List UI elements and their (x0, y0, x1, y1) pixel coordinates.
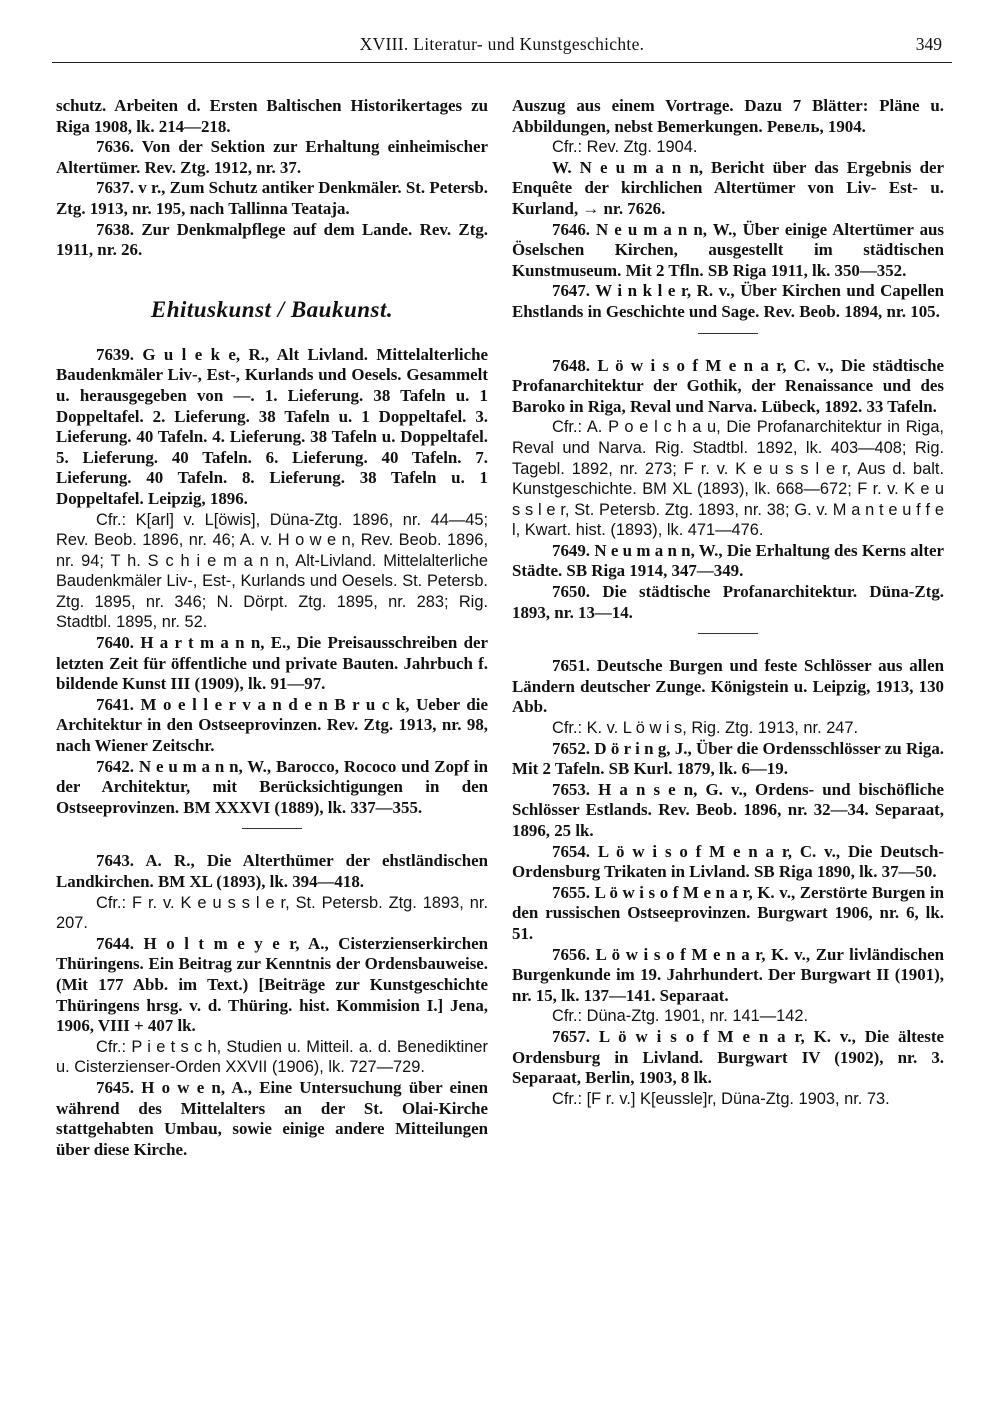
section-heading: Ehituskunst / Baukunst. (150, 296, 394, 322)
left-column (56, 96, 488, 1160)
separator-rule (698, 333, 758, 334)
citation-line: Cfr.: A. P o e l c h a u, Die Profanarchitektur in Riga, Reval und Narva. Rig. Stadtbl. 1892, lk. 403—408; Rig. Tagebl. 1892, nr. 273; F r. v. K e u s s l e r, Aus d. balt. Kunstgeschichte. BM XL (1893), lk. 668—672; F r. v. K e u s s l e r, St. Petersb. Ztg. 1893, nr. 38; G. v. M a n t e u f f e l, Kwart. hist. (1893), lk. 471—476. (512, 418, 944, 540)
bibliography-entry: 7640. H a r t m a n n, E., Die Preisausschreiben der letzten Zeit für öffentliche und private Bauten. Jahrbuch f. bildende Kunst III (1909), lk. 91—97. (56, 633, 488, 694)
right-entries-c (512, 656, 944, 1109)
bibliography-entry: Auszug aus einem Vortrage. Dazu 7 Blätter: Pläne u. Abbildungen, nebst Bemerkungen. Ревель, 1904. (512, 96, 944, 136)
bibliography-entry: 7646. N e u m a n n, W., Über einige Altertümer aus Öselschen Kirchen, ausgestellt im städtischen Kunstmuseum. Mit 2 Tfln. SB Riga 1911, lk. 350—352. (512, 219, 944, 280)
page-header (52, 34, 952, 64)
citation-line: Cfr.: Rev. Ztg. 1904. (552, 138, 698, 157)
bibliography-entry: 7649. N e u m a n n, W., Die Erhaltung des Kerns alter Städte. SB Riga 1914, 347—349. (512, 540, 944, 581)
citation-line: Cfr.: P i e t s c h, Studien u. Mitteil. a. d. Benediktiner u. Cisterzienser-Orden XXVII (1906), lk. 727—729. (56, 1037, 488, 1077)
citation-line: Cfr.: K. v. L ö w i s, Rig. Ztg. 1913, nr. 247. (552, 719, 859, 738)
bibliography-entry: 7656. L ö w i s o f M e n a r, K. v., Zur livländischen Burgenkunde im 19. Jahrhundert. Der Burgwart II (1901), nr. 15, lk. 137—141. Separaat. (512, 944, 944, 1005)
header-rule (52, 62, 952, 63)
left-entries-b (56, 851, 488, 1160)
bibliography-entry: 7655. L ö w i s o f M e n a r, K. v., Zerstörte Burgen in den russischen Ostseeprovinzen. Burgwart 1906, nr. 6, lk. 51. (512, 882, 944, 943)
separator-rule (698, 633, 758, 634)
bibliography-entry: 7637. v r., Zum Schutz antiker Denkmäler. St. Petersb. Ztg. 1913, nr. 195, nach Tallinna Teataja. (56, 178, 488, 218)
bibliography-entry: 7636. Von der Sektion zur Erhaltung einheimischer Altertümer. Rev. Ztg. 1912, nr. 37. (56, 137, 488, 177)
left-entries-a (56, 345, 488, 819)
bibliography-entry: 7644. H o l t m e y e r, A., Cisterzienserkirchen Thüringens. Ein Beitrag zur Kenntnis der Ordensbauweise. (Mit 177 Abb. im Text.) [Beiträge zur Kunstgeschichte Thüringens hrsg. v. d. Thüring. hist. Kommision I.] Jena, 1906, VIII + 407 lk. (56, 933, 488, 1036)
bibliography-entry: schutz. Arbeiten d. Ersten Baltischen Historikertages zu Riga 1908, lk. 214—218. (56, 96, 488, 136)
bibliography-entry: 7647. W i n k l e r, R. v., Über Kirchen und Capellen Ehstlands in Geschichte und Sage. Rev. Beob. 1894, nr. 105. (512, 281, 944, 321)
running-title: XVIII. Literatur- und Kunstgeschichte. (359, 34, 645, 54)
right-entries-b (512, 356, 944, 624)
bibliography-entry: 7639. G u l e k e, R., Alt Livland. Mittelalterliche Baudenkmäler Liv-, Est-, Kurlands und Oesels. Gesammelt u. herausgegeben von —. 1. Lieferung. 38 Tafeln u. 1 Doppeltafel. 2. Lieferung. 38 Tafeln u. 1 Doppeltafel. 3. Lieferung. 40 Tafeln. 4. Lieferung. 38 Tafeln u. Doppeltafel. 5. Lieferung. 40 Tafeln. 6. Lieferung. 40 Tafeln. 7. Lieferung. 40 Tafeln. 8. Lieferung. 38 Tafeln u. 1 Doppeltafel. Leipzig, 1896. (56, 344, 488, 508)
bibliography-entry: 7641. M o e l l e r v a n d e n B r u c k, Ueber die Architektur in den Ostseeprovinzen. Rev. Ztg. 1913, nr. 98, nach Wiener Zeitschr. (56, 694, 488, 756)
bibliography-entry: 7648. L ö w i s o f M e n a r, C. v., Die städtische Profanarchitektur der Gothik, der Renaissance und des Baroko in Riga, Reval und Narva. Lübeck, 1892. 33 Tafeln. (512, 355, 944, 416)
bibliography-entry: 7645. H o w e n, A., Eine Untersuchung über einen während des Mittelalters an der St. Olai-Kirche stattgehabten Umbau, sowie einige andere Mitteilungen über diese Kirche. (56, 1077, 488, 1159)
bibliography-entry: 7638. Zur Denkmalpflege auf dem Lande. Rev. Ztg. 1911, nr. 26. (56, 219, 488, 260)
citation-line: Cfr.: F r. v. K e u s s l e r, St. Petersb. Ztg. 1893, nr. 207. (56, 893, 488, 933)
citation-line: Cfr.: Düna-Ztg. 1901, nr. 141—142. (552, 1007, 809, 1026)
bibliography-entry: 7657. L ö w i s o f M e n a r, K. v., Die älteste Ordensburg in Livland. Burgwart IV (1902), nr. 3. Separaat, Berlin, 1903, 8 lk. (512, 1026, 944, 1088)
bibliography-entry: 7651. Deutsche Burgen und feste Schlösser aus allen Ländern deutscher Zunge. Königstein u. Leipzig, 1913, 130 Abb. (512, 656, 944, 717)
bibliography-entry: 7650. Die städtische Profanarchitektur. Düna-Ztg. 1893, nr. 13—14. (512, 582, 944, 622)
bibliography-entry: 7654. L ö w i s o f M e n a r, C. v., Die Deutsch-Ordensburg Trikaten in Livland. SB Riga 1890, lk. 37—50. (512, 841, 944, 882)
citation-line: Cfr.: K[arl] v. L[öwis], Düna-Ztg. 1896, nr. 44—45; Rev. Beob. 1896, nr. 46; A. v. H o w e n, Rev. Beob. 1896, nr. 94; T h. S c h i e m a n n, Alt-Livland. Mittelalterliche Baudenkmäler Liv-, Est-, Kurlands und Oesels. St. Petersb. Ztg. 1895, nr. 346; N. Dörpt. Ztg. 1895, nr. 283; Rig. Stadtbl. 1895, nr. 52. (56, 510, 488, 632)
bibliography-entry: 7653. H a n s e n, G. v., Ordens- und bischöfliche Schlösser Estlands. Rev. Beob. 1896, nr. 32—34. Separaat, 1896, 25 lk. (512, 779, 944, 840)
right-column (512, 96, 944, 1109)
bibliography-entry: 7652. D ö r i n g, J., Über die Ordensschlösser zu Riga. Mit 2 Tafeln. SB Kurl. 1879, lk. 6—19. (512, 738, 944, 779)
citation-line: Cfr.: [F r. v.] K[eussle]r, Düna-Ztg. 1903, nr. 73. (552, 1089, 890, 1108)
bibliography-entry: 7643. A. R., Die Alterthümer der ehstländischen Landkirchen. BM XL (1893), lk. 394—418. (56, 851, 488, 891)
bibliography-entry: 7642. N e u m a n n, W., Barocco, Rococo und Zopf in der Architektur, mit Berücksichtigungen in den Ostseeprovinzen. BM XXXVI (1889), lk. 337—355. (56, 756, 488, 817)
bibliography-entry: W. N e u m a n n, Bericht über das Ergebnis der Enquête der kirchlichen Altertümer von Liv- Est- u. Kurland, → nr. 7626. (512, 157, 944, 218)
right-entries-a (512, 96, 944, 323)
separator-rule (242, 828, 302, 829)
left-pre-heading-entries (56, 96, 488, 261)
page-number: 349 (915, 34, 942, 54)
